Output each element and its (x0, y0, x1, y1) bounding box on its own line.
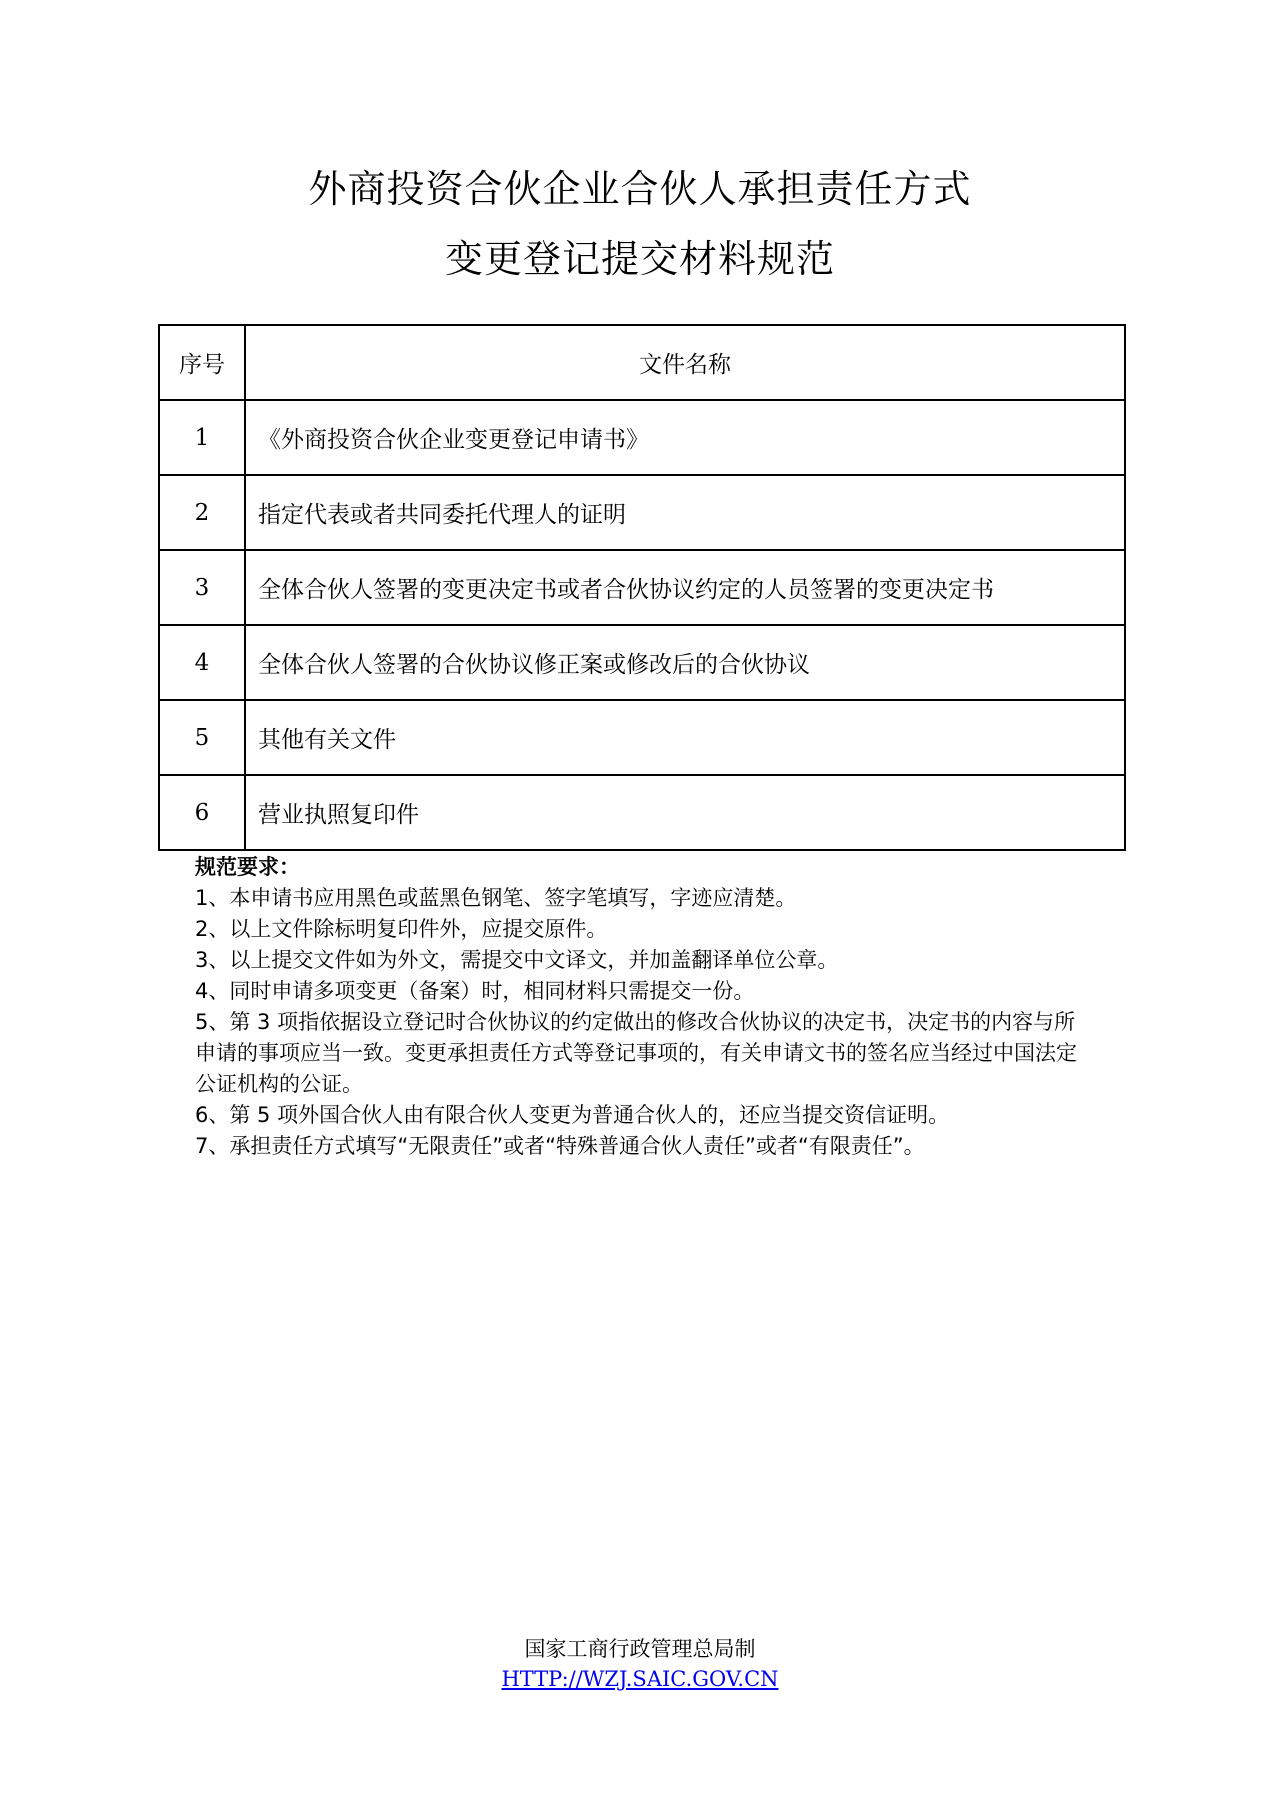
table-header-row (159, 325, 1125, 400)
table-row (159, 625, 1125, 700)
requirement-item: 7、承担责任方式填写“无限责任”或者“特殊普通合伙人责任”或者“有限责任”。 (195, 1134, 925, 1158)
row-name: 指定代表或者共同委托代理人的证明 (245, 475, 1125, 550)
row-name: 全体合伙人签署的合伙协议修正案或修改后的合伙协议 (245, 625, 1125, 700)
footer-url-link[interactable]: HTTP://WZJ.SAIC.GOV.CN (501, 1667, 779, 1691)
row-name: 全体合伙人签署的变更决定书或者合伙协议约定的人员签署的变更决定书 (245, 550, 1125, 625)
header-name: 文件名称 (245, 325, 1125, 400)
requirements-section (195, 852, 1095, 1162)
page-subtitle: 变更登记提交材料规范 (444, 237, 835, 281)
table-row (159, 700, 1125, 775)
header-num: 序号 (159, 325, 245, 400)
requirement-item: 1、本申请书应用黑色或蓝黑色钢笔、签字笔填写，字迹应清楚。 (195, 886, 797, 910)
row-name: 其他有关文件 (245, 700, 1125, 775)
page-title: 外商投资合伙企业合伙人承担责任方式 (308, 167, 972, 211)
requirements-heading: 规范要求： (195, 855, 300, 879)
row-num: 5 (159, 700, 245, 775)
row-num: 6 (159, 775, 245, 850)
footer-organization: 国家工商行政管理总局制 (524, 1637, 756, 1661)
row-name: 营业执照复印件 (245, 775, 1125, 850)
requirement-item: 5、第 3 项指依据设立登记时合伙协议的约定做出的修改合伙协议的决定书，决定书的内容与所申请的事项应当一致。变更承担责任方式等登记事项的，有关申请文书的签名应当经过中国法定公证机构的公证。 (195, 1010, 1077, 1096)
document-table (158, 324, 1126, 851)
requirement-item: 6、第 5 项外国合伙人由有限合伙人变更为普通合伙人的，还应当提交资信证明。 (195, 1103, 950, 1127)
row-num: 3 (159, 550, 245, 625)
table-row (159, 475, 1125, 550)
table-row (159, 400, 1125, 475)
row-num: 4 (159, 625, 245, 700)
row-num: 1 (159, 400, 245, 475)
requirement-item: 4、同时申请多项变更（备案）时，相同材料只需提交一份。 (195, 979, 755, 1003)
row-name: 《外商投资合伙企业变更登记申请书》 (245, 400, 1125, 475)
table-row (159, 775, 1125, 850)
requirement-item: 3、以上提交文件如为外文，需提交中文译文，并加盖翻译单位公章。 (195, 948, 839, 972)
requirement-item: 2、以上文件除标明复印件外，应提交原件。 (195, 917, 608, 941)
table-row (159, 550, 1125, 625)
row-num: 2 (159, 475, 245, 550)
